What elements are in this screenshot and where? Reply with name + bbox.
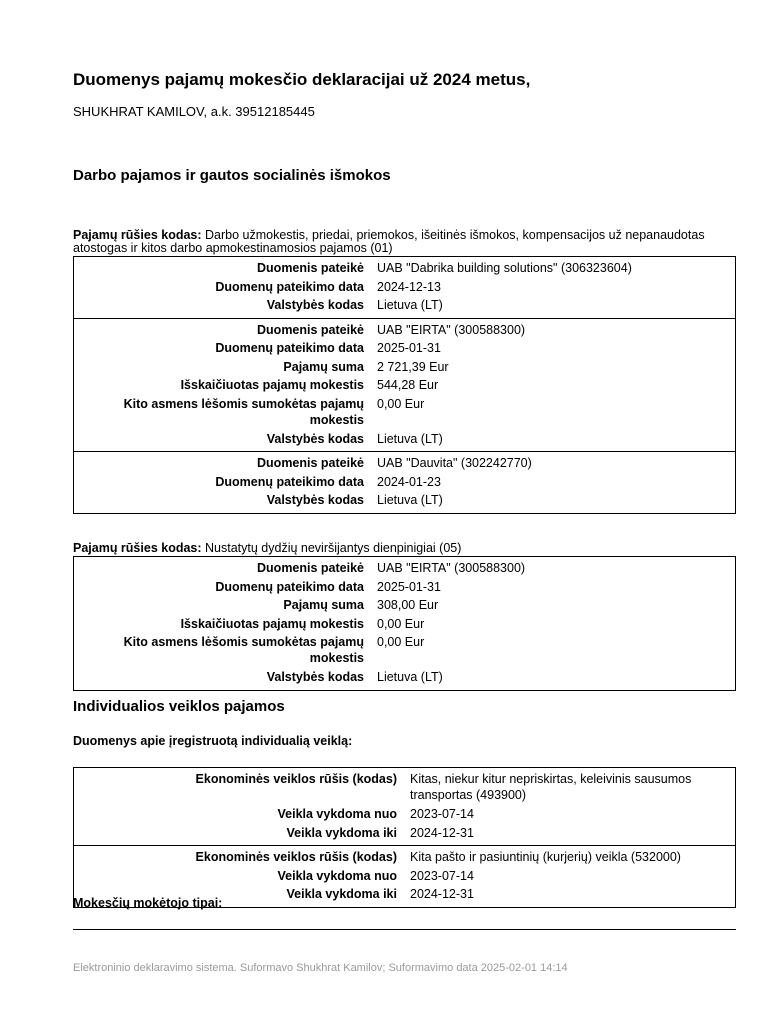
activity-type-label: Ekonominės veiklos rūšis (kodas): [195, 772, 397, 786]
country-label: Valstybės kodas: [266, 431, 364, 446]
to-label: Veikla vykdoma iki: [286, 825, 397, 840]
data-row: [74, 473, 735, 492]
date-value: 2025-01-31: [377, 579, 441, 594]
amount-label: Pajamų suma: [283, 598, 364, 612]
amount-value: 308,00 Eur: [377, 598, 439, 612]
date-value: 2025-01-31: [377, 341, 441, 355]
tax-withheld-value: 544,28 Eur: [377, 378, 439, 392]
provider-value: UAB "Dauvita" (302242770): [377, 456, 532, 470]
provider-label: Duomenis pateikė: [257, 322, 364, 337]
provider-value: UAB "EIRTA" (300588300): [377, 322, 526, 337]
provider-label: Duomenis pateikė: [257, 456, 364, 470]
provider-label: Duomenis pateikė: [257, 561, 364, 575]
from-value: 2023-07-14: [410, 807, 474, 821]
data-row: [74, 278, 735, 297]
entry-group: [74, 557, 735, 690]
income-type-05: [73, 542, 713, 555]
from-value: 2023-07-14: [410, 868, 474, 883]
data-row: [74, 296, 735, 315]
other-paid-label: Kito asmens lėšomis sumokėtas pajamų mokestis: [123, 396, 364, 427]
footer-divider: [73, 929, 736, 930]
country-label: Valstybės kodas: [266, 298, 364, 312]
amount-label: Pajamų suma: [283, 359, 364, 374]
provider-value: UAB "Dabrika building solutions" (306323604): [377, 261, 632, 275]
data-row: [74, 396, 735, 428]
entry-group: [74, 257, 735, 318]
data-row: [74, 339, 735, 358]
data-row: [74, 358, 735, 377]
from-label: Veikla vykdoma nuo: [277, 868, 397, 883]
date-value: 2024-12-13: [377, 279, 441, 294]
income-type-value: Nustatytų dydžių neviršijantys dienpinigiai (05): [205, 541, 462, 555]
country-label: Valstybės kodas: [266, 493, 364, 507]
date-label: Duomenų pateikimo data: [215, 341, 364, 355]
income-type-label: Pajamų rūšies kodas:: [73, 541, 202, 555]
activity-table: [73, 767, 736, 908]
income-table-05: [73, 556, 736, 691]
data-row: [74, 376, 735, 395]
date-value: 2024-01-23: [377, 474, 441, 489]
taxpayer-types-label: Mokesčių mokėtojo tipai:: [73, 896, 223, 910]
data-row: [74, 259, 735, 278]
data-row: [74, 805, 735, 824]
other-paid-value: 0,00 Eur: [377, 396, 425, 411]
amount-value: 2 721,39 Eur: [377, 359, 449, 374]
to-value: 2024-12-31: [410, 887, 474, 901]
entry-group: [74, 318, 735, 452]
other-paid-label: Kito asmens lėšomis sumokėtas pajamų mokestis: [123, 635, 364, 665]
income-type-01: [73, 229, 713, 255]
individual-subheading: Duomenys apie įregistruotą individualią veiklą:: [73, 734, 353, 748]
data-row: [74, 430, 735, 449]
date-label: Duomenų pateikimo data: [215, 579, 364, 594]
data-row: [74, 634, 735, 666]
data-row: [74, 578, 735, 597]
work-section-heading: Darbo pajamos ir gautos socialinės išmokos: [73, 167, 391, 184]
activity-type-label: Ekonominės veiklos rūšis (kodas): [195, 850, 397, 864]
other-paid-value: 0,00 Eur: [377, 635, 425, 649]
data-row: [74, 848, 735, 867]
country-value: Lietuva (LT): [377, 298, 443, 312]
data-row: [74, 615, 735, 634]
activity-group: [74, 768, 735, 845]
data-row: [74, 559, 735, 578]
data-row: [74, 491, 735, 510]
footer-text: Elektroninio deklaravimo sistema. Suformavo Shukhrat Kamilov; Suformavimo data 2025-02-01 14:14: [73, 962, 568, 974]
from-label: Veikla vykdoma nuo: [277, 807, 397, 821]
person-info: SHUKHRAT KAMILOV, a.k. 39512185445: [73, 104, 315, 119]
data-row: [74, 824, 735, 843]
data-row: [74, 596, 735, 615]
data-row: [74, 454, 735, 473]
country-value: Lietuva (LT): [377, 431, 443, 446]
tax-withheld-label: Išskaičiuotas pajamų mokestis: [180, 616, 364, 631]
to-value: 2024-12-31: [410, 825, 474, 840]
country-value: Lietuva (LT): [377, 670, 443, 684]
provider-value: UAB "EIRTA" (300588300): [377, 561, 526, 575]
data-row: [74, 321, 735, 340]
entry-group: [74, 451, 735, 513]
country-label: Valstybės kodas: [266, 670, 364, 684]
country-value: Lietuva (LT): [377, 493, 443, 507]
data-row: [74, 771, 735, 803]
tax-withheld-label: Išskaičiuotas pajamų mokestis: [180, 378, 364, 392]
data-row: [74, 867, 735, 886]
income-type-label: Pajamų rūšies kodas:: [73, 228, 202, 242]
individual-section-heading: Individualios veiklos pajamos: [73, 698, 285, 715]
income-type-value: Darbo užmokestis, priedai, priemokos, išeitinės išmokos, kompensacijos už nepanaudotas atostogas ir kitos darbo apmokestinamosios pajamos (01): [73, 228, 705, 255]
provider-label: Duomenis pateikė: [257, 261, 364, 275]
tax-withheld-value: 0,00 Eur: [377, 616, 425, 631]
income-table-01: [73, 256, 736, 514]
date-label: Duomenų pateikimo data: [215, 279, 364, 294]
activity-type-value: Kita pašto ir pasiuntinių (kurjerių) veikla (532000): [410, 850, 681, 864]
date-label: Duomenų pateikimo data: [215, 474, 364, 489]
data-row: [74, 668, 735, 687]
page-title: Duomenys pajamų mokesčio deklaracijai už 2024 metus,: [73, 70, 531, 89]
to-label: Veikla vykdoma iki: [286, 887, 397, 901]
activity-type-value: Kitas, niekur kitur nepriskirtas, keleivinis sausumos transportas (493900): [410, 772, 692, 802]
